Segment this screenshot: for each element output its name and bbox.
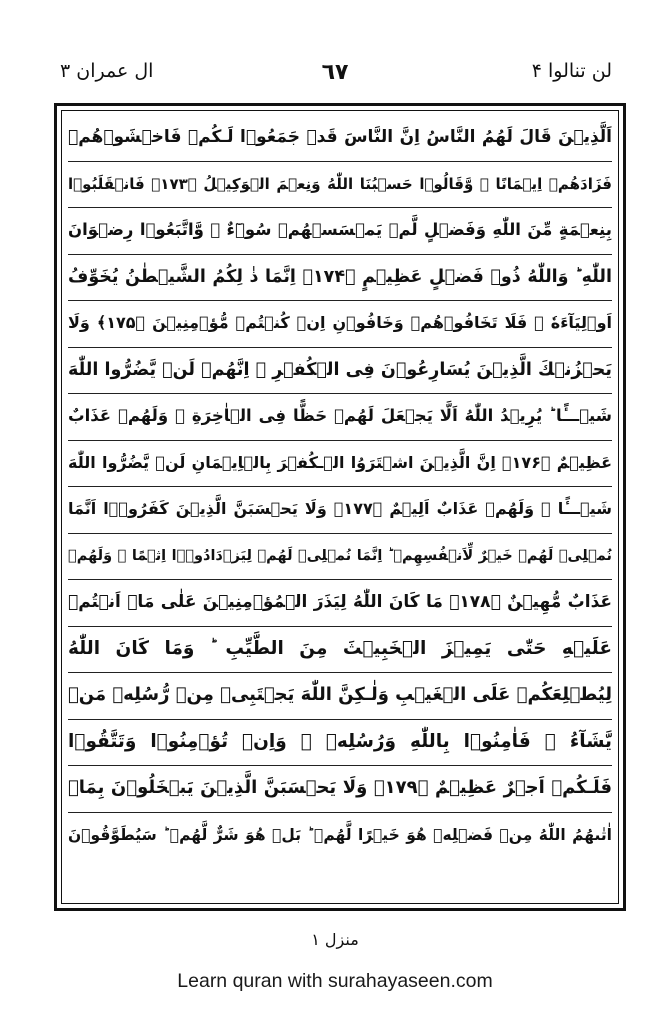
footer-caption: Learn quran with surahayaseen.com <box>177 970 493 992</box>
verse-line: عَظِيۡمٌ ﴿۱۷۶﴾ اِنَّ الَّذِيۡنَ اشۡتَرَوُا الۡـكُفۡرَ بِالۡاِيۡمَانِ لَنۡ يَّضُرُّوا اللّٰهَ <box>68 440 612 488</box>
verse-line: لِيُطۡلِعَكُمۡ عَلَى الۡغَيۡبِ وَلٰـكِنَّ اللّٰهَ يَجۡتَبِىۡ مِنۡ رُّسُلِهٖ مَنۡ <box>68 672 612 720</box>
verse-line: بِنِعۡمَةٍ مِّنَ اللّٰهِ وَفَضۡلٍ لَّمۡ يَمۡسَسۡهُمۡ سُوۡٓءٌ ۙ وَّاتَّبَعُوۡا رِضۡوَانَ <box>68 207 612 255</box>
verse-lines <box>62 111 618 903</box>
verse-line: اَوۡلِيَآءَهٗ ۖ فَلَا تَخَافُوۡهُمۡ وَخَافُوۡنِ اِنۡ كُنۡتُمۡ مُّؤۡمِنِيۡنَ ﴿۱۷۵﴾ وَلَا <box>68 300 612 348</box>
verse-line: عَلَيۡهِ حَتّٰى يَمِيۡزَ الۡخَبِيۡثَ مِنَ الطَّيِّبِ ؕ وَمَا كَانَ اللّٰهُ <box>68 626 612 674</box>
page-number: ٦٧ <box>321 60 349 85</box>
verse-line: يَّشَآءُ ۖ فَاٰمِنُوۡا بِاللّٰهِ وَرُسُلِهٖ ۚ وَاِنۡ تُؤۡمِنُوۡا وَتَتَّقُوۡا <box>68 719 612 767</box>
page-frame-inner <box>61 110 619 904</box>
verse-line: اٰتٰٮهُمُ اللّٰهُ مِنۡ فَضۡلِهٖ هُوَ خَيۡرًا لَّهُمۡ ؕ بَلۡ هُوَ شَرٌّ لَّهُمۡ ؕ سَيُطَوَّقُوۡنَ <box>68 825 612 844</box>
page-frame <box>54 103 626 911</box>
verse-line: فَزَادَهُمۡ اِيۡمَانًا ۖ وَّقَالُوۡا حَسۡبُنَا اللّٰهُ وَنِعۡمَ الۡوَكِيۡلُ ﴿۱۷۳﴾ فَانۡقَلَبُوۡا <box>68 161 612 209</box>
surah-name: ال عمران ۳ <box>60 60 154 82</box>
verse-line: فَلَـكُمۡ اَجۡرٌ عَظِيۡمٌ ﴿۱۷۹﴾ وَلَا يَحۡسَبَنَّ الَّذِيۡنَ يَبۡخَلُوۡنَ بِمَاۤ <box>68 765 612 813</box>
verse-line: اَلَّذِيۡنَ قَالَ لَهُمُ النَّاسُ اِنَّ النَّاسَ قَدۡ جَمَعُوۡا لَـكُمۡ فَاخۡشَوۡهُمۡ <box>68 114 612 162</box>
verse-line: عَذَابٌ مُّهِيۡنٌ ﴿۱۷۸﴾ مَا كَانَ اللّٰهُ لِيَذَرَ الۡمُؤۡمِنِيۡنَ عَلٰى مَاۤ اَنۡتُمۡ <box>68 579 612 627</box>
verse-line: شَيۡـــًٔا ؕ يُرِيۡدُ اللّٰهُ اَلَّا يَجۡعَلَ لَهُمۡ حَظًّا فِى الۡاٰخِرَةِ ۚ وَلَهُمۡ عَذَابٌ <box>68 393 612 441</box>
verse-line: نُمۡلِىۡ لَهُمۡ خَيۡرٌ لِّاَنۡفُسِهِمۡ ؕ اِنَّمَا نُمۡلِىۡ لَهُمۡ لِيَزۡدَادُوۡۤا اِثۡمًا ۚ وَلَهُمۡ <box>68 533 612 581</box>
verse-line: يَحۡزُنۡكَ الَّذِيۡنَ يُسَارِعُوۡنَ فِى الۡكُفۡرِ ۚ اِنَّهُمۡ لَنۡ يَّضُرُّوا اللّٰهَ <box>68 347 612 395</box>
manzil-marker: منزل ۱ <box>311 930 359 949</box>
para-name: لن تنالوا ۴ <box>531 60 612 82</box>
verse-line: شَيۡـــًٔا ۚ وَلَهُمۡ عَذَابٌ اَلِيۡمٌ ﴿۱۷۷﴾ وَلَا يَحۡسَبَنَّ الَّذِيۡنَ كَفَرُوۡۤا اَنَّمَا <box>68 486 612 534</box>
verse-line: اللّٰهِ ؕ وَاللّٰهُ ذُوۡ فَضۡلٍ عَظِيۡمٍ ﴿۱۷۴﴾ اِنَّمَا ذٰ لِكُمُ الشَّيۡطٰنُ يُخَوِّفُ <box>68 254 612 302</box>
